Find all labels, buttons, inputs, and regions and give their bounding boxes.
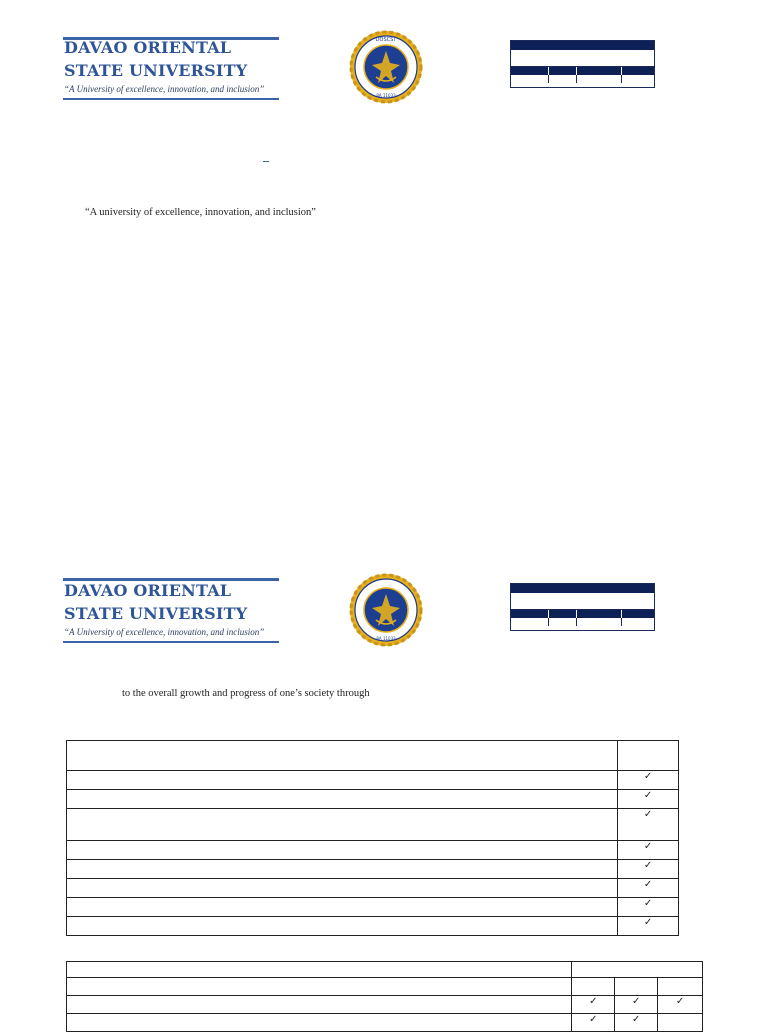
header-bottom-rule <box>63 98 279 100</box>
svg-text:RA 11033: RA 11033 <box>376 636 396 641</box>
check-mark-icon: ✓ <box>643 771 653 782</box>
table-cell <box>67 790 618 809</box>
table-header-cell <box>67 741 618 771</box>
table-check-cell <box>572 996 615 1014</box>
doc-box-blank-row <box>511 593 654 610</box>
check-mark-icon: ✓ <box>675 996 685 1007</box>
header-page1 <box>0 0 768 110</box>
table-cell <box>658 978 703 996</box>
doc-box-value-row <box>511 618 654 626</box>
doc-box-value-row <box>511 75 654 83</box>
table-cell <box>67 841 618 860</box>
table-check-cell <box>618 898 679 917</box>
table-cell <box>615 978 658 996</box>
table-cell <box>67 917 618 936</box>
header-page2 <box>0 570 768 650</box>
table-subheader-row <box>67 978 703 996</box>
university-name-line2: STATE UNIVERSITY <box>64 604 248 623</box>
table-row <box>67 996 703 1014</box>
university-tagline: “A University of excellence, innovation, and inclusion” <box>64 627 265 637</box>
table-cell <box>67 996 572 1014</box>
table-check-cell <box>618 917 679 936</box>
check-mark-icon: ✓ <box>643 860 653 871</box>
university-name-line2: STATE UNIVERSITY <box>64 61 248 80</box>
table-cell <box>67 860 618 879</box>
table-cell <box>67 771 618 790</box>
table-check-cell <box>658 996 703 1014</box>
check-mark-icon: ✓ <box>643 917 653 928</box>
university-name-line1: DAVAO ORIENTAL <box>64 581 232 600</box>
table-row <box>67 790 679 809</box>
table-cell <box>67 1014 572 1032</box>
table-cell <box>67 809 618 841</box>
table-row <box>67 898 679 917</box>
table-row <box>67 809 679 841</box>
table-check-cell <box>618 879 679 898</box>
document-control-box <box>510 40 655 88</box>
table-row <box>67 860 679 879</box>
table-header-cell <box>572 962 703 978</box>
document-control-box <box>510 583 655 631</box>
header-bottom-rule <box>63 641 279 643</box>
check-mark-icon: ✓ <box>643 898 653 909</box>
doc-box-title-bar <box>511 41 654 50</box>
check-mark-icon: ✓ <box>643 879 653 890</box>
table-row <box>67 841 679 860</box>
table-check-cell <box>618 809 679 841</box>
outcomes-table <box>66 740 679 936</box>
table-header-row <box>67 962 703 978</box>
table-check-cell <box>658 1014 703 1032</box>
table-cell <box>67 879 618 898</box>
table-cell <box>572 978 615 996</box>
table-cell <box>67 898 618 917</box>
table-row <box>67 917 679 936</box>
table-cell <box>67 978 572 996</box>
check-mark-icon: ✓ <box>589 1014 598 1025</box>
check-mark-icon: ✓ <box>589 996 598 1007</box>
table-check-cell <box>618 790 679 809</box>
university-tagline: “A University of excellence, innovation, and inclusion” <box>64 84 265 94</box>
check-mark-icon: ✓ <box>631 1014 641 1025</box>
university-seal-logo <box>348 572 424 648</box>
table-header-cell <box>67 962 572 978</box>
table-row <box>67 771 679 790</box>
table-header-cell <box>618 741 679 771</box>
table-row <box>67 879 679 898</box>
university-seal-logo <box>348 29 424 105</box>
doc-box-blank-row <box>511 50 654 67</box>
quote-text: “A university of excellence, innovation, and inclusion” <box>85 207 316 218</box>
seal-graphic <box>348 572 424 648</box>
university-name-line1: DAVAO ORIENTAL <box>64 38 232 57</box>
check-mark-icon: ✓ <box>643 841 653 852</box>
alignment-table <box>66 961 703 1032</box>
seal-graphic <box>348 29 424 105</box>
table-check-cell <box>618 771 679 790</box>
check-mark-icon: ✓ <box>631 996 641 1007</box>
partial-paragraph: to the overall growth and progress of one’s society through <box>122 688 370 699</box>
svg-text:RA 11033: RA 11033 <box>376 93 396 98</box>
check-mark-icon: ✓ <box>643 809 653 820</box>
table-header-row <box>67 741 679 771</box>
table-check-cell <box>615 996 658 1014</box>
check-mark-icon: ✓ <box>643 790 653 801</box>
table-check-cell <box>618 860 679 879</box>
table-check-cell <box>572 1014 615 1032</box>
table-row <box>67 1014 703 1032</box>
doc-box-title-bar <box>511 584 654 593</box>
underline-mark <box>263 161 269 162</box>
doc-box-header-row <box>511 610 654 618</box>
svg-text:DOSCST: DOSCST <box>375 37 397 43</box>
table-check-cell <box>615 1014 658 1032</box>
table-check-cell <box>618 841 679 860</box>
doc-box-header-row <box>511 67 654 75</box>
